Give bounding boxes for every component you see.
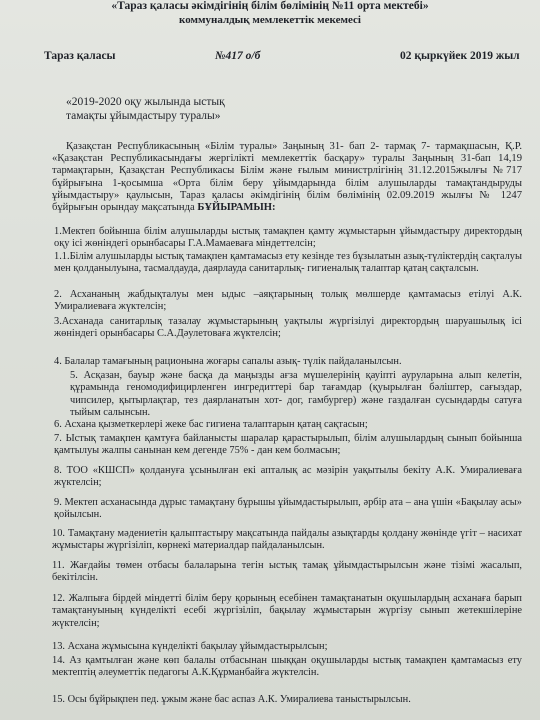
order-point-8: 8. ТОО «КШСП» қолдануға ұсынылған екі апталық ас мәзірін уақытылы бекіту А.К. Умиралиеваға жүктелсін; [54,465,522,489]
preamble-text: Қазақстан Республикасының «Білім туралы» Заңының 31- бап 2- тармақ 7- тармақшасын, Қ.Р. «Қазақстан Республикасындағы жергілікті мемлекеттік басқару» туралы Заңының 31-бап 14,19 тармақтарын, Қазақстан Республикасы Білім және ғылым министрлігінің 31.12.2015жылғы №717 бұйрығына 1-қосымша «Орта білім беру ұйымдарында білім алушыларды тамақтандыруды ұйымдастыру» қаулысын, Тараз қаласы әкімдігінің білім бөлімінің 02.09.2019 жылғы № 1247 бұйрығын орындау мақсатында [52,141,522,214]
order-title-line-1: «2019-2020 оқу жылында ыстық [66,96,225,108]
preamble-paragraph [52,141,522,214]
order-point-15: 15. Осы бұйрықпен пед. ұжым және бас аспаз А.К. Умиралиева таныстырылсын. [52,694,411,705]
order-point-4: 4. Балалар тамағының рационына жоғары сапалы азық- түлік пайдаланылсын. [54,356,402,367]
order-title-line-2: тамақты ұйымдастыру туралы» [66,110,221,122]
order-point-12: 12. Жалпыға бірдей міндетті білім беру қорының есебінен тамақтанатын оқушылардың асханаға барып тамақтануының күнделікті есебі жүргізіліп, бақылау жұмыстарын жүргізу сынып жетекшілеріне жүктелсін; [52,593,522,629]
order-point-3: 3.Асханада санитарлық тазалау жұмыстарының уақтылы жүргізілуі директордың шаруашылық ісі жөніндегі орынбасары С.А.Дәулетоваға жүктелсін; [54,316,522,340]
order-point-13: 13. Асхана жұмысына күнделікті бақылау ұйымдастырылсын; [52,641,328,652]
order-date: 02 қыркүйек 2019 жыл [400,50,520,62]
order-point-2: 2. Асхананың жабдықталуы мен ыдыс –аяқтарының толық мөлшерде қамтамасыз етілуі А.К. Умиралиеваға жүктелсін; [54,289,522,313]
order-point-10: 10. Тамақтану мәдениетін қалыптастыру мақсатында пайдалы азықтарды қолдану жөнінде үгіт – насихат жұмыстары жүргізіліп, көрнекі материалдар пайдаланылсын. [52,528,522,552]
order-point-14: 14. Аз қамтылған және көп балалы отбасынан шыққан оқушыларды ыстық тамақпен қамтамасыз ету мектептің әлеуметтік педагогы А.К.Құрманбайға жүктелсін. [52,655,522,679]
order-point-1-1: 1.1.Білім алушыларды ыстық тамақпен қамтамасыз ету кезінде тез бұзылатын азық-түліктердің сақталуы мен қолданылуына, тасмалдауда, даярлауда санитарлық- гигиеналық талаптар қатаң сақталсын. [54,251,522,275]
school-name-header: «Тараз қаласы әкімдігінің білім бөлімінің №11 орта мектебі» [111,0,429,12]
order-point-9: 9. Мектеп асханасында дұрыс тамақтану бұрышы ұйымдастырылып, әрбір ата – ана үшін «Бақылау асы» қойылсын. [54,497,522,521]
city-label: Тараз қаласы [44,50,116,62]
order-point-7: 7. Ыстық тамақпен қамтуға байланысты шаралар қарастырылып, білім алушылардың сынып бойынша қамтылуы жалпы санынан кем дегенде 75% - дан кем болмасын; [54,433,522,457]
order-point-6: 6. Асхана қызметкерлері жеке бас гигиена талаптарын қатаң сақтасын; [54,419,368,430]
order-word: БҰЙЫРАМЫН: [197,202,276,214]
order-point-11: 11. Жағдайы төмен отбасы балаларына тегін ыстық тамақ ұйымдастырылсын және тізімі жасалып, бекітілсін. [52,560,522,584]
order-number: №417 о/б [215,50,261,62]
order-point-1: 1.Мектеп бойынша білім алушыларды ыстық тамақпен қамту жұмыстарын ұйымдастыру директордың оқу ісі жөніндегі орынбасары Г.А.Мамаеваға міндеттелсін; [54,226,522,250]
order-point-5: 5. Асқазан, бауыр және басқа да маңызды ағза мүшелерінің қауіпті ауруларына алып келетін, құрамында геномодифицирленген ингредиттері бар тағамдар (қуырылған бәліштер, сағыздар, чипсилер, қытырлақтар, тез даярланатын хот- дог, гамбургер) және газдалған сусындарды сатуға тыйым салынсын. [70,370,522,419]
institution-type-header: коммуналдық мемлекеттік мекемесі [179,14,361,26]
